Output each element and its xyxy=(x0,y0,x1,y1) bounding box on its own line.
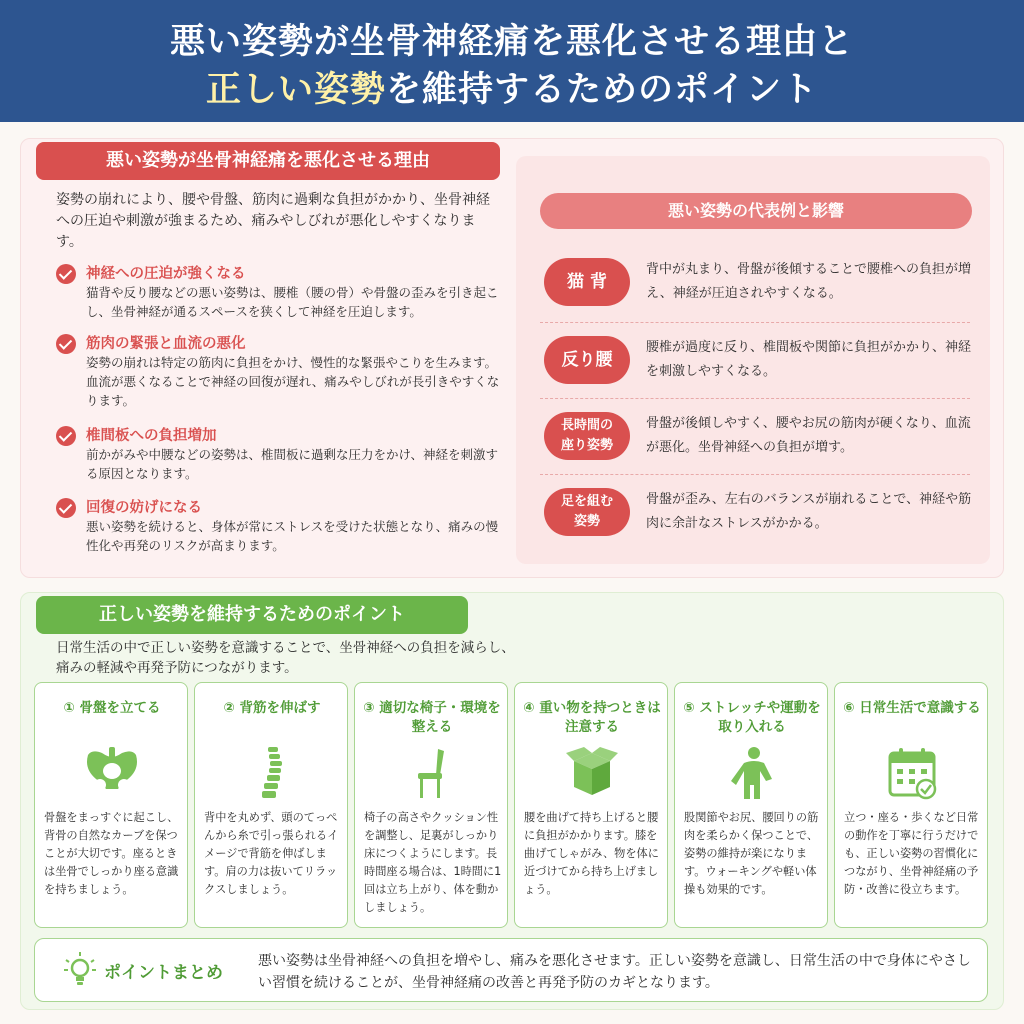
check-icon xyxy=(56,498,76,518)
posture-label: 猫 背 xyxy=(544,258,630,306)
reason-title: 回復の妨げになる xyxy=(86,500,202,516)
divider xyxy=(540,474,970,475)
box-icon xyxy=(562,745,622,801)
point-card-body: 腰を曲げて持ち上げると腰に負担がかかります。膝を曲げてしゃがみ、物を体に近づけてから持ち上げましょう。 xyxy=(524,811,659,896)
posture-label: 長時間の座り姿勢 xyxy=(544,412,630,460)
spine-icon xyxy=(242,745,302,801)
summary-label: ポイントまとめ xyxy=(104,963,223,983)
posture-text: 腰椎が過度に反り、椎間板や関節に負担がかかり、神経を刺激しやすくなる。 xyxy=(646,340,972,379)
point-card-body: 股関節やお尻、腰回りの筋肉を柔らかく保つことで、姿勢の維持が楽になります。ウォーキングや軽い体操も効果的です。 xyxy=(684,811,819,896)
postures-title: 悪い姿勢の代表例と影響 xyxy=(540,193,972,229)
point-card-title: ③ 適切な椅子・環境を整える xyxy=(363,700,501,735)
point-card-title: ① 骨盤を立てる xyxy=(63,700,161,716)
reason-title: 神経への圧迫が強くなる xyxy=(86,266,246,282)
stretch-icon xyxy=(722,745,782,801)
point-card-body: 骨盤をまっすぐに起こし、背骨の自然なカーブを保つことが大切です。座るときは坐骨でしっかり座る意識を持ちましょう。 xyxy=(44,811,179,896)
chair-icon xyxy=(402,745,462,801)
points-intro: 日常生活の中で正しい姿勢を意識することで、坐骨神経への負担を減らし、痛みの軽減や再発予防につながります。 xyxy=(56,640,515,676)
posture-label: 足を組む姿勢 xyxy=(544,488,630,536)
reason-body: 前かがみや中腰などの姿勢は、椎間板に過剰な圧力をかけ、神経を刺激する原因となります。 xyxy=(86,447,499,481)
point-card-body: 背中を丸めず、頭のてっぺんから糸で引っ張られるイメージで背筋を伸ばします。肩の力は抜いてリラックスしましょう。 xyxy=(204,811,339,896)
page-title-highlight: 正しい姿勢 xyxy=(205,70,386,110)
check-icon xyxy=(56,426,76,446)
page-header xyxy=(0,0,1024,122)
page-title-line2 xyxy=(0,62,1024,112)
divider xyxy=(540,322,970,323)
reason-title: 椎間板への負担増加 xyxy=(86,428,217,444)
summary-text: 悪い姿勢は坐骨神経への負担を増やし、痛みを悪化させます。正しい姿勢を意識し、日常生活の中で身体にやさしい習慣を続けることが、坐骨神経痛の改善と再発予防のカギとなります。 xyxy=(258,953,971,991)
check-icon xyxy=(56,334,76,354)
point-card-body: 立つ・座る・歩くなど日常の動作を丁寧に行うだけでも、正しい姿勢の習慣化につながり、坐骨神経痛の予防・改善に役立ちます。 xyxy=(844,811,979,896)
points-section-title: 正しい姿勢を維持するためのポイント xyxy=(36,596,468,634)
point-card-title: ② 背筋を伸ばす xyxy=(223,700,321,716)
point-card xyxy=(514,682,668,928)
divider xyxy=(540,398,970,399)
reasons-section-title: 悪い姿勢が坐骨神経痛を悪化させる理由 xyxy=(36,142,500,180)
point-card xyxy=(194,682,348,928)
check-icon xyxy=(56,264,76,284)
posture-text: 骨盤が歪み、左右のバランスが崩れることで、神経や筋肉に余計なストレスがかかる。 xyxy=(646,492,972,531)
page-title-rest: を維持するためのポイント xyxy=(386,70,819,110)
calendar-icon xyxy=(882,745,942,801)
pelvis-icon xyxy=(82,745,142,801)
point-card xyxy=(34,682,188,928)
point-card-title: ⑤ ストレッチや運動を取り入れる xyxy=(683,700,821,735)
posture-label: 反り腰 xyxy=(544,336,630,384)
reason-body: 姿勢の崩れは特定の筋肉に負担をかけ、慢性的な緊張やこりを生みます。血流が悪くなることで神経の回復が遅れ、痛みやしびれが長引きやすくなります。 xyxy=(86,355,500,408)
lightbulb-icon xyxy=(62,950,98,990)
point-card-body: 椅子の高さやクッション性を調整し、足裏がしっかり床につくようにします。長時間座る場合は、1時間に1回は立ち上がり、体を動かしましょう。 xyxy=(364,811,502,914)
reason-body: 悪い姿勢を続けると、身体が常にストレスを受けた状態となり、痛みの慢性化や再発のリスクが高まります。 xyxy=(86,519,499,553)
point-card-title: ⑥ 日常生活で意識する xyxy=(843,700,981,716)
posture-text: 背中が丸まり、骨盤が後傾することで腰椎への負担が増え、神経が圧迫されやすくなる。 xyxy=(646,262,972,301)
point-card xyxy=(674,682,828,928)
point-card-title: ④ 重い物を持つときは注意する xyxy=(523,700,661,735)
point-card xyxy=(834,682,988,928)
reason-title: 筋肉の緊張と血流の悪化 xyxy=(86,336,246,352)
reason-body: 猫背や反り腰などの悪い姿勢は、腰椎（腰の骨）や骨盤の歪みを引き起こし、坐骨神経が通るスペースを狭くして神経を圧迫します。 xyxy=(86,285,499,319)
reasons-intro: 姿勢の崩れにより、腰や骨盤、筋肉に過剰な負担がかかり、坐骨神経への圧迫や刺激が強まるため、痛みやしびれが悪化しやすくなります。 xyxy=(56,192,490,250)
point-card xyxy=(354,682,508,928)
page-title-line1: 悪い姿勢が坐骨神経痛を悪化させる理由と xyxy=(169,22,854,62)
posture-text: 骨盤が後傾しやすく、腰やお尻の筋肉が硬くなり、血流が悪化。坐骨神経への負担が増す。 xyxy=(646,416,971,455)
